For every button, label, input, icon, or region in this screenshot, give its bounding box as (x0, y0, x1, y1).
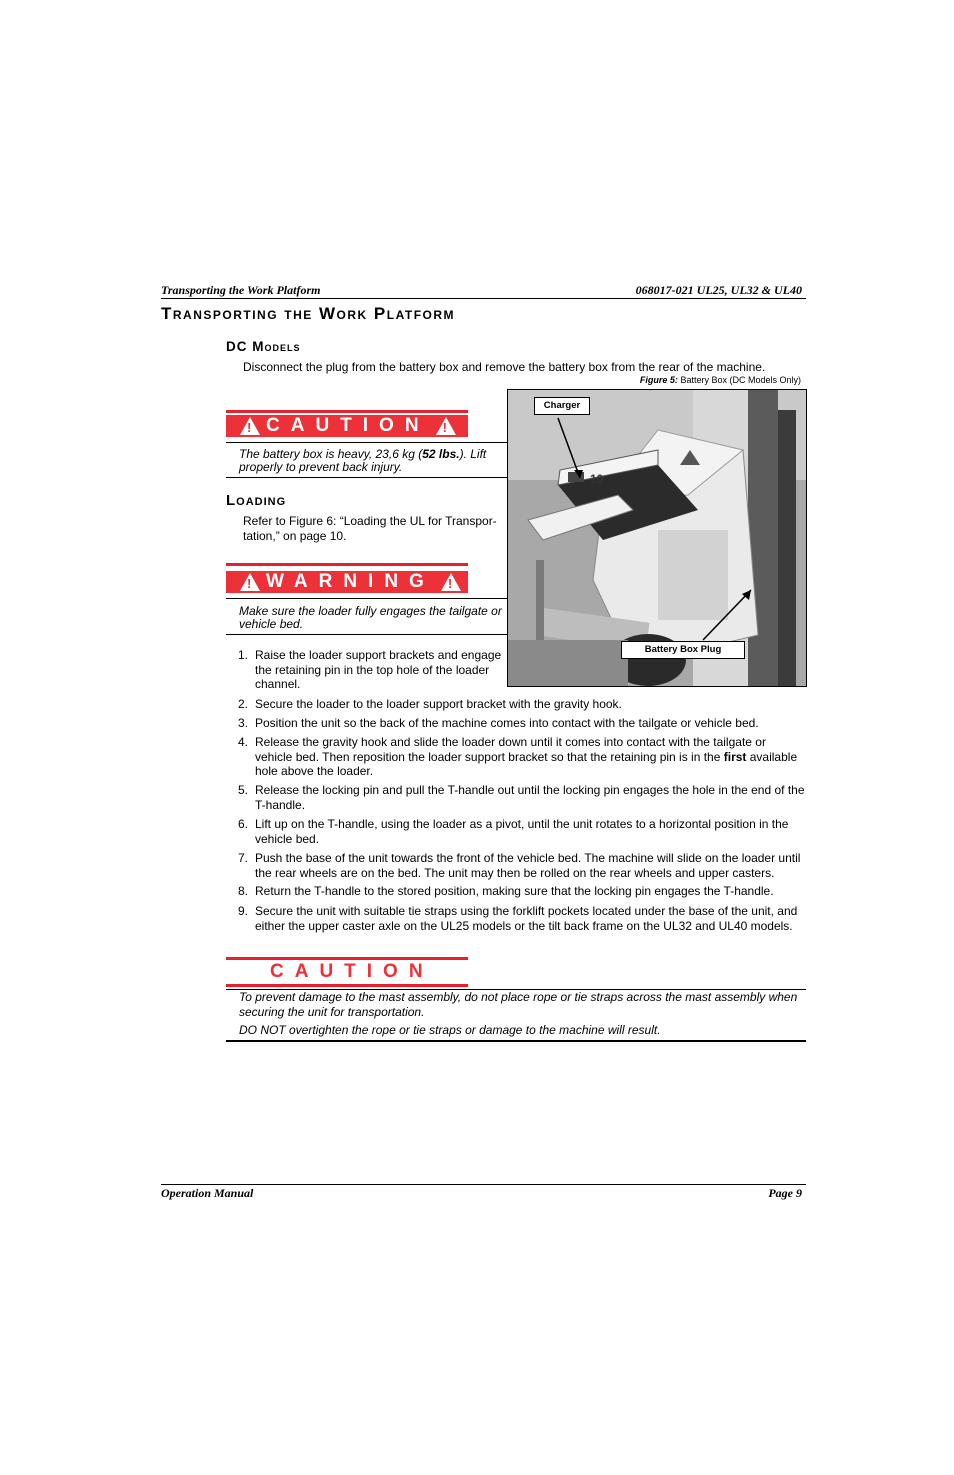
step-4-text (255, 735, 805, 779)
step-8-number: 8. (238, 884, 249, 898)
caution1-banner (226, 415, 468, 437)
caution1-text-bold: 52 lbs. (422, 447, 460, 461)
footer-left: Operation Manual (161, 1186, 254, 1200)
loading-heading: Loading (226, 492, 287, 509)
caution1-top-stripe (226, 410, 468, 413)
step-8-text: Return the T-handle to the stored position, making sure that the locking pin engages the T-handle. (255, 884, 774, 898)
page-number: Page 9 (768, 1186, 802, 1200)
warning-triangle-icon: ! (441, 573, 461, 591)
caution2-rule-bottom (226, 1040, 806, 1042)
step-5-number: 5. (238, 783, 249, 797)
step-4-number: 4. (238, 735, 249, 749)
header-rule (161, 298, 806, 299)
warning-rule-bottom (226, 634, 507, 635)
caution1-rule-bottom (226, 477, 507, 478)
step-2-number: 2. (238, 697, 249, 711)
step-4-text-bold: first (723, 749, 747, 764)
warning-text: Make sure the loader fully engages the tailgate or vehicle bed. (239, 604, 502, 631)
step-4-text-part1: Release the gravity hook and slide the loader down until it comes into contact with the tailgate or vehicle bed. Then reposition the loader support bracket so that the retaining pin is in the (255, 735, 766, 764)
dc-models-text: Disconnect the plug from the battery box and remove the battery box from the rear of the machine. (243, 360, 766, 374)
step-3-number: 3. (238, 716, 249, 730)
step-7-number: 7. (238, 851, 249, 865)
callout-charger: Charger (534, 397, 590, 415)
step-1-number: 1. (238, 648, 249, 662)
callout-battery-box-plug: Battery Box Plug (621, 641, 745, 659)
step-4-text-part2: available hole above the loader. (255, 749, 798, 778)
warning-triangle-icon: ! (240, 573, 260, 591)
caution-triangle-icon: ! (436, 417, 456, 435)
caution2-text-1: To prevent damage to the mast assembly, do not place rope or tie straps across the mast assembly when securing the unit for transportation. (239, 990, 798, 1019)
step-6-number: 6. (238, 817, 249, 831)
caution2-banner (226, 960, 468, 984)
page-title: Transporting the Work Platform (161, 304, 456, 323)
dc-models-heading: DC Models (226, 339, 301, 354)
caution1-text-part2: ). Lift properly to prevent back injury. (239, 447, 487, 474)
battery-box-figure (507, 389, 807, 687)
figure-label: Figure 5: (639, 375, 678, 385)
step-3-text: Position the unit so the back of the machine comes into contact with the tailgate or vehicle bed. (255, 716, 759, 730)
step-1-text: Raise the loader support brackets and engage the retaining pin in the top hole of the loader channel. (255, 648, 502, 691)
footer-rule (161, 1184, 806, 1185)
figure-caption-text: Battery Box (DC Models Only) (680, 375, 801, 385)
step-2-text: Secure the loader to the loader support bracket with the gravity hook. (255, 697, 622, 711)
figure-caption (640, 375, 801, 385)
warning-top-stripe (226, 563, 468, 566)
step-9-number: 9. (238, 904, 249, 918)
running-header-right: 068017-021 UL25, UL32 & UL40 (635, 283, 802, 297)
step-9-text: Secure the unit with suitable tie straps using the forklift pockets located under the base of the unit, and either the upper caster axle on the UL25 models or the tilt back frame on the UL32 and UL40 models. (255, 904, 798, 933)
running-header-left: Transporting the Work Platform (161, 283, 321, 297)
caution2-text-2: DO NOT overtighten the rope or tie straps or damage to the machine will result. (239, 1023, 661, 1037)
step-5-text: Release the locking pin and pull the T-handle out until the locking pin engages the hole in the end of the T-handle. (255, 783, 805, 812)
step-7-text: Push the base of the unit towards the front of the vehicle bed. The machine will slide on the loader until the rear wheels are on the bed. The unit may then be rolled on the rear wheels and upper casters. (255, 851, 801, 880)
caution-triangle-icon: ! (240, 417, 260, 435)
caution1-text (239, 448, 501, 474)
caution1-rule-top (226, 442, 507, 443)
warning-rule-top (226, 598, 507, 599)
caution1-label: CAUTION (266, 415, 430, 436)
caution1-text-part1: The battery box is heavy, 23,6 kg ( (239, 447, 423, 461)
caution2-bottom-stripe (226, 984, 468, 987)
caution2-label: CAUTION (270, 961, 434, 982)
warning-banner (226, 571, 468, 593)
loading-text: Refer to Figure 6: “Loading the UL for Transpor-tation,” on page 10. (243, 514, 497, 543)
svg-text:10: 10 (590, 472, 604, 486)
step-6-text: Lift up on the T-handle, using the loader as a pivot, until the unit rotates to a horizontal position in the vehicle bed. (255, 817, 789, 846)
warning-label: WARNING (266, 571, 435, 592)
